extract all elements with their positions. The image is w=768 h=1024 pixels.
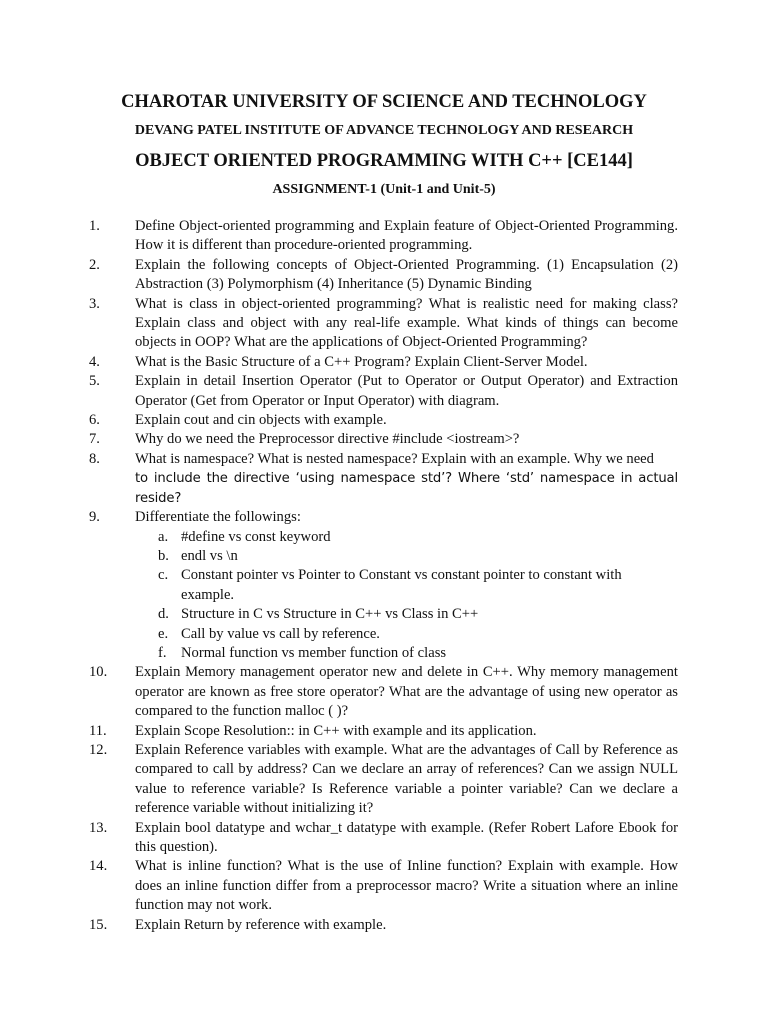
question-number: 10. <box>89 664 108 681</box>
question-item <box>0 430 768 449</box>
question-number: 11. <box>89 722 107 739</box>
question-number: 4. <box>89 353 100 370</box>
question-item <box>0 256 768 295</box>
university-title: CHAROTAR UNIVERSITY OF SCIENCE AND TECHNOLOGY <box>121 92 647 112</box>
sub-item <box>0 605 768 624</box>
question-number: 2. <box>89 256 100 273</box>
question-text: Explain the following concepts of Object-Oriented Programming. (1) Encapsulation (2) Abstraction (3) Polymorphism (4) Inheritance (5) Dynamic Binding <box>135 256 678 293</box>
question-text: Define Object-oriented programming and Explain feature of Object-Oriented Programming. How it is different than procedure-oriented programming. <box>135 218 678 254</box>
sub-item-text: Normal function vs member function of class <box>181 644 447 661</box>
sub-item <box>0 625 768 644</box>
question-number: 15. <box>89 916 108 933</box>
question-item <box>0 741 768 819</box>
question-number: 7. <box>89 431 100 448</box>
question-text-line: to include the directive ‘using namespace std’? Where ‘std’ namespace in actual reside? <box>135 471 678 506</box>
question-text: What is the Basic Structure of a C++ Program? Explain Client-Server Model. <box>135 353 588 370</box>
question-item <box>0 508 768 527</box>
question-text: What is namespace? What is nested namespace? Explain with an example. Why we need <box>135 450 654 467</box>
sub-item-letter: e. <box>158 625 169 642</box>
sub-item-text: Call by value vs call by reference. <box>181 625 380 642</box>
question-number: 13. <box>89 819 108 836</box>
sub-item <box>0 528 768 547</box>
assignment-title: ASSIGNMENT-1 (Unit-1 and Unit-5) <box>272 182 496 197</box>
question-item <box>0 916 768 935</box>
sub-item-letter: d. <box>158 606 169 623</box>
sub-item-text: Structure in C vs Structure in C++ vs Class in C++ <box>181 606 479 623</box>
question-item <box>0 722 768 741</box>
question-text: Explain Scope Resolution:: in C++ with example and its application. <box>135 722 537 739</box>
sub-item-text: #define vs const keyword <box>181 528 331 545</box>
question-number: 14. <box>89 858 108 875</box>
course-title: OBJECT ORIENTED PROGRAMMING WITH C++ [CE144] <box>135 151 633 171</box>
sub-item-letter: a. <box>158 528 169 545</box>
question-item <box>0 353 768 372</box>
sub-item-text: Constant pointer vs Pointer to Constant vs constant pointer to constant with example. <box>181 567 622 603</box>
question-text: Explain Reference variables with example. What are the advantages of Call by Reference as compared to call by address? Can we declare an array of references? Can we assign NULL value to reference variable? Is Reference variable a pointer variable? Can we declare a reference variable without initializing it? <box>135 741 678 817</box>
question-number: 12. <box>89 741 108 758</box>
sub-item <box>0 566 768 605</box>
question-item <box>0 295 768 353</box>
sub-item-letter: c. <box>158 567 169 584</box>
question-item <box>0 450 768 508</box>
question-text: Differentiate the followings: <box>135 509 301 526</box>
question-text: Explain Memory management operator new and delete in C++. Why memory management operator are known as free store operator? What are the advantage of using new operator as compared to the function malloc ( )? <box>135 664 678 720</box>
sub-item-list <box>0 528 768 664</box>
question-number: 5. <box>89 373 100 390</box>
question-text: Explain cout and cin objects with example. <box>135 412 387 429</box>
question-item <box>0 411 768 430</box>
question-text: What is class in object-oriented programming? What is realistic need for making class? Explain class and object with any real-life example. What kinds of things can become objects in OOP? What are the applications of Object-Oriented Programming? <box>135 295 678 351</box>
question-number: 3. <box>89 295 100 312</box>
question-item <box>0 217 768 256</box>
question-number: 1. <box>89 218 100 234</box>
sub-item-letter: b. <box>158 547 169 564</box>
question-text: Explain in detail Insertion Operator (Put to Operator or Output Operator) and Extraction Operator (Get from Operator or Input Operator) with diagram. <box>135 373 678 409</box>
question-text: Explain bool datatype and wchar_t datatype with example. (Refer Robert Lafore Ebook for this question). <box>135 819 678 855</box>
sub-item <box>0 644 768 663</box>
question-text: What is inline function? What is the use of Inline function? Explain with example. How does an inline function differ from a preprocessor macro? Write a situation where an inline function may not work. <box>135 858 678 914</box>
question-number: 8. <box>89 450 100 467</box>
question-item <box>0 857 768 915</box>
question-text: Explain Return by reference with example. <box>135 916 387 933</box>
question-item <box>0 819 768 858</box>
sub-item <box>0 547 768 566</box>
question-number: 6. <box>89 412 100 429</box>
question-item <box>0 372 768 411</box>
institute-title: DEVANG PATEL INSTITUTE OF ADVANCE TECHNOLOGY AND RESEARCH <box>134 123 634 138</box>
question-list <box>0 217 768 935</box>
sub-item-letter: f. <box>158 644 167 661</box>
question-item <box>0 663 768 721</box>
question-number: 9. <box>89 509 100 526</box>
sub-item-text: endl vs \n <box>181 547 238 564</box>
question-text: Why do we need the Preprocessor directive #include <iostream>? <box>135 431 520 448</box>
